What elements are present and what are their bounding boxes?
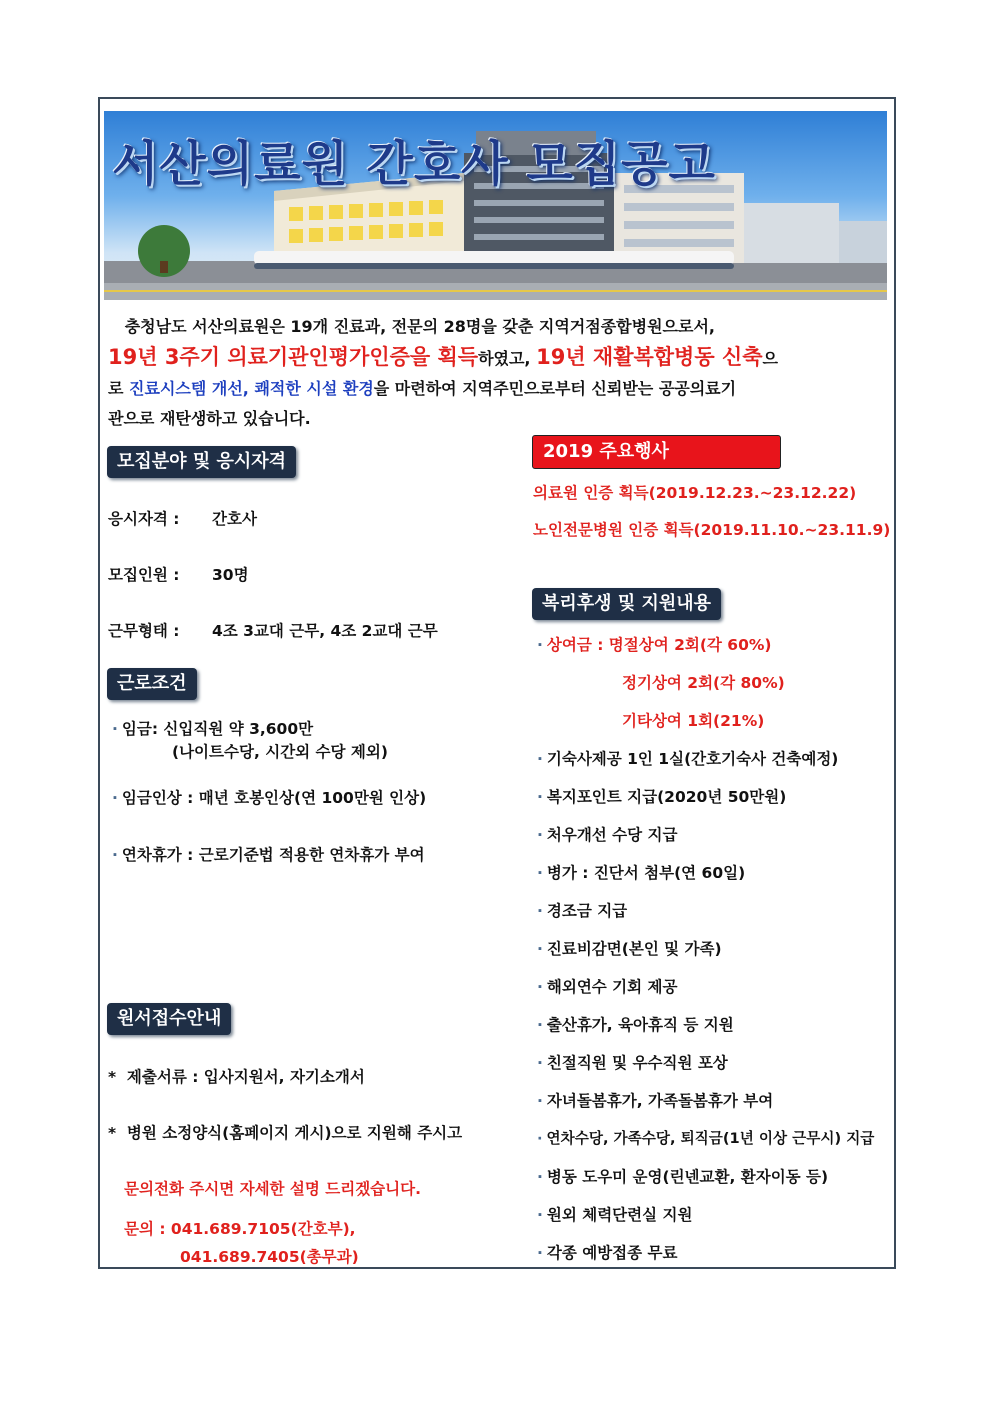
event-item-1: 의료원 인증 획득(2019.12.23.~23.12.22) xyxy=(533,484,857,502)
application-heading: 원서접수안내 xyxy=(107,1003,231,1035)
leave-item: · 연차휴가 : 근로기준법 적용한 연차휴가 부여 xyxy=(112,846,425,864)
welfare-item: · 원외 체력단련실 지원 xyxy=(537,1206,693,1224)
wage-item: · 임금: 신입직원 약 3,600만 xyxy=(112,720,314,738)
welfare-item: · 연차수당, 가족수당, 퇴직금(1년 이상 근무시) 지급 xyxy=(537,1130,875,1147)
raise-item: · 임금인상 : 매년 호봉인상(연 100만원 인상) xyxy=(112,789,427,807)
intro-line-3: 로 진료시스템 개선, 쾌적한 시설 환경을 마련하여 지역주민으로부터 신뢰받는 공공의료기 xyxy=(108,379,737,398)
welfare-bonus: · 상여금 : 명절상여 2회(각 60%) xyxy=(537,636,772,654)
welfare-item: · 복지포인트 지급(2020년 50만원) xyxy=(537,788,787,806)
recruit-row-qualification: 응시자격 : 간호사 xyxy=(108,510,257,528)
welfare-item: · 해외연수 기회 제공 xyxy=(537,978,678,996)
application-call: 문의전화 주시면 자세한 설명 드리겠습니다. xyxy=(124,1180,421,1198)
welfare-item: · 처우개선 수당 지급 xyxy=(537,826,678,844)
welfare-item: · 출산휴가, 육아휴직 등 지원 xyxy=(537,1016,734,1034)
intro-line-2: 19년 3주기 의료기관인평가인증을 획득하였고, 19년 재활복합병동 신축으 xyxy=(108,345,778,369)
wage-note: (나이트수당, 시간외 수당 제외) xyxy=(172,743,388,761)
intro-line-4: 관으로 재탄생하고 있습니다. xyxy=(108,409,311,428)
intro-line-1: 충청남도 서산의료원은 19개 진료과, 전문의 28명을 갖춘 지역거점종합병원으로서, xyxy=(124,317,715,336)
recruit-row-shift: 근무형태 : 4조 3교대 근무, 4조 2교대 근무 xyxy=(108,622,438,640)
welfare-bonus-2: 정기상여 2회(각 80%) xyxy=(622,674,785,692)
application-contact-2: 041.689.7405(총무과) xyxy=(180,1248,359,1266)
conditions-heading: 근로조건 xyxy=(107,668,197,700)
welfare-bonus-3: 기타상여 1회(21%) xyxy=(622,712,765,730)
hero-banner xyxy=(104,111,887,300)
application-docs: * 제출서류 : 입사지원서, 자기소개서 xyxy=(108,1068,365,1086)
welfare-item: · 경조금 지급 xyxy=(537,902,628,920)
event-item-2: 노인전문병원 인증 획득(2019.11.10.~23.11.9) xyxy=(533,521,891,539)
welfare-item: · 기숙사제공 1인 1실(간호기숙사 건축예정) xyxy=(537,750,839,768)
recruit-heading: 모집분야 및 응시자격 xyxy=(107,446,296,478)
welfare-item: · 자녀돌봄휴가, 가족돌봄휴가 부여 xyxy=(537,1092,774,1110)
intro-paragraph xyxy=(108,312,888,434)
page-title: 서산의료원 간호사 모집공고 xyxy=(112,136,716,192)
welfare-item: · 병동 도우미 운영(린넨교환, 환자이동 등) xyxy=(537,1168,829,1186)
welfare-item: · 친절직원 및 우수직원 포상 xyxy=(537,1054,728,1072)
welfare-item: · 각종 예방접종 무료 xyxy=(537,1244,678,1262)
welfare-heading: 복리후생 및 지원내용 xyxy=(532,588,721,620)
application-form: * 병원 소정양식(홈페이지 게시)으로 지원해 주시고 xyxy=(108,1124,463,1142)
recruit-row-headcount: 모집인원 : 30명 xyxy=(108,566,249,584)
events-heading: 2019 주요행사 xyxy=(532,435,781,469)
welfare-item: · 진료비감면(본인 및 가족) xyxy=(537,940,722,958)
application-contact-1: 문의 : 041.689.7105(간호부), xyxy=(124,1220,356,1238)
welfare-item: · 병가 : 진단서 첨부(연 60일) xyxy=(537,864,746,882)
